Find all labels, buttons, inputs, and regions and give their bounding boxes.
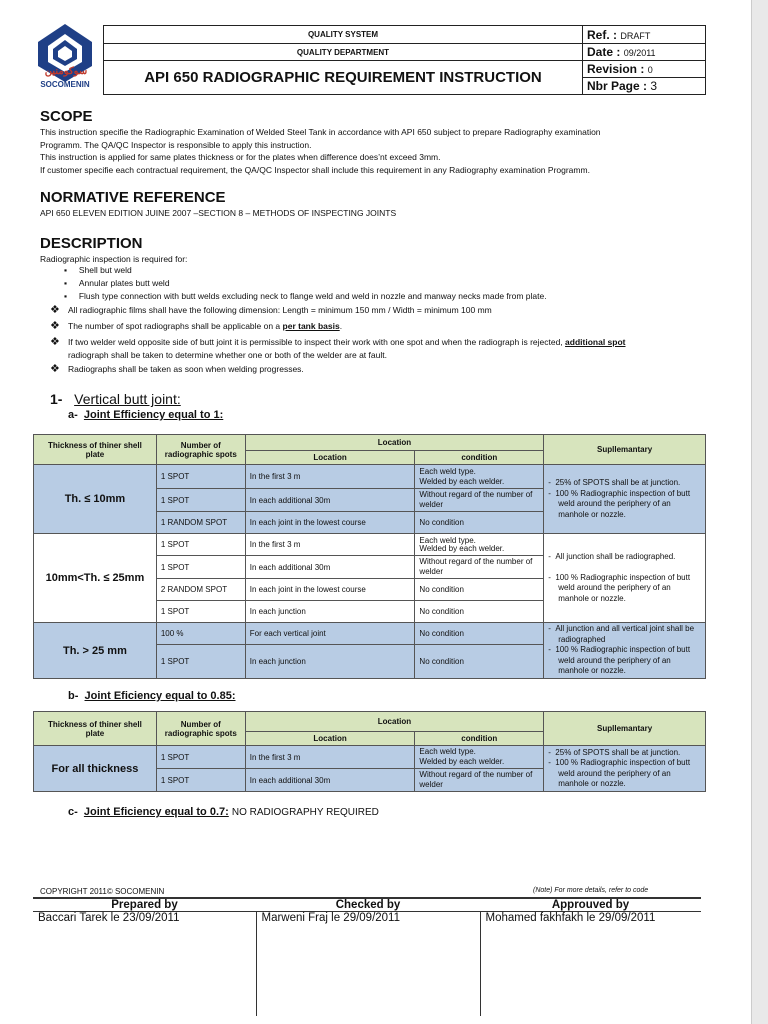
company-logo <box>30 22 100 94</box>
thickness-cell: 10mm<Th. ≤ 25mm <box>34 534 157 623</box>
nbr-page-value: 3 <box>650 79 658 93</box>
quality-department: QUALITY DEPARTMENT <box>104 44 583 61</box>
date-value: 09/2011 <box>623 48 656 58</box>
supplementary-cell: - All junction and all vertical joint shall be radiographed - 100 % Radiographic inspection of butt weld around the periphery of an manhole or nozzle. <box>544 623 706 679</box>
no-radiography-text: NO RADIOGRAPHY REQUIRED <box>231 807 379 818</box>
table-row: 1 RANDOM SPOT In each joint in the lowest course No condition <box>34 512 706 534</box>
square-bullet-icon: ▪ <box>64 265 68 275</box>
prepared-by-value: Baccari Tarek le 23/09/2011 <box>33 912 256 1016</box>
table-row: 1 SPOT In each junction No condition <box>34 601 706 623</box>
diamond-bullet-icon: ❖ <box>50 304 60 316</box>
table-row: 2 RANDOM SPOT In each joint in the lowest course No condition <box>34 579 706 601</box>
normative-text: API 650 ELEVEN EDITION JUINE 2007 –SECTION 8 – METHODS OF INSPECTING JOINTS <box>40 208 397 218</box>
date-cell <box>583 44 706 61</box>
description-intro: Radiographic inspection is required for: <box>40 254 188 264</box>
col-header-supp: Supllemantary <box>544 712 706 746</box>
nbr-page-label: Nbr Page : <box>587 79 648 93</box>
scope-title: SCOPE <box>40 108 93 125</box>
col-header-location-sub: Location <box>245 732 415 746</box>
joint-efficiency-1-table <box>33 434 706 679</box>
ref-cell <box>583 26 706 44</box>
supplementary-cell: - 25% of SPOTS shall be at junction. - 100 % Radiographic inspection of butt weld around the periphery of an manhole or nozzle. <box>544 465 706 534</box>
supplementary-cell: - 25% of SPOTS shall be at junction. - 100 % Radiographic inspection of butt weld around the periphery of an manhole or nozzle. <box>544 746 706 792</box>
scope-line: This instruction specifie the Radiographic Examination of Welded Steel Tank in accordance with API 650 subject to prepare Radiography examination <box>40 127 601 137</box>
list-item: ▪ Annular plates butt weld <box>64 278 170 288</box>
col-header-supp: Supllemantary <box>544 435 706 465</box>
col-header-thickness: Thickness of thiner shell plate <box>34 435 157 465</box>
table-row: 1 SPOT In each junction No condition <box>34 645 706 679</box>
description-item: ❖ If two welder weld opposite side of butt joint it is permissible to inspect their work with one spot and when the radiograph is rejected, additional spot radiograph shall be taken to determine whether one or both of the welder are at fault. <box>50 336 626 360</box>
diamond-bullet-icon: ❖ <box>50 320 60 332</box>
date-label: Date : <box>587 45 621 59</box>
table-row: For all thickness 1 SPOT In the first 3 m Each weld type. Welded by each welder. - 25% of SPOTS shall be at junction. - 100 % Radiographic inspection of butt weld around the periphery of an manhole or nozzle. <box>34 746 706 769</box>
description-item: ❖ All radiographic films shall have the following dimension: Length = minimum 150 mm / Width = minimum 100 mm <box>50 304 492 316</box>
thickness-cell: Th. > 25 mm <box>34 623 157 679</box>
description-bullets <box>64 264 547 303</box>
col-header-condition: condition <box>415 451 544 465</box>
square-bullet-icon: ▪ <box>64 278 68 288</box>
approved-by-label: Approuved by <box>480 898 701 912</box>
table-row: 10mm<Th. ≤ 25mm 1 SPOT In the first 3 m Each weld type. Welded by each welder. - All junction shall be radiographed. - 100 % Radiographic inspection of butt weld around the periphery of an manhole or nozzle. <box>34 534 706 556</box>
ref-value: DRAFT <box>620 30 651 41</box>
logo-arabic-text: سوكومنين <box>44 66 88 77</box>
quality-system: QUALITY SYSTEM <box>104 26 583 44</box>
revision-cell <box>583 61 706 78</box>
section-1-title: Vertical butt joint: <box>74 391 181 407</box>
ref-label: Ref. : <box>587 27 617 42</box>
header-table <box>103 25 706 95</box>
col-header-thickness: Thickness of thiner shell plate <box>34 712 157 746</box>
per-tank-basis-emphasis: per tank basis <box>282 321 340 331</box>
diamond-bullet-icon: ❖ <box>50 363 60 375</box>
checked-by-label: Checked by <box>256 898 480 912</box>
table-row: 1 SPOT In each additional 30m Without regard of the number of welder <box>34 556 706 579</box>
description-item: ❖ Radiographs shall be taken as soon when welding progresses. <box>50 363 304 375</box>
list-item: ▪ Shell but weld <box>64 265 132 275</box>
description-item: ❖ The number of spot radiographs shall be applicable on a per tank basis. <box>50 320 343 332</box>
col-header-spots: Number of radiographic spots <box>156 712 245 746</box>
table-row: Th. ≤ 10mm 1 SPOT In the first 3 m Each weld type. Welded by each welder. - 25% of SPOTS shall be at junction. - 100 % Radiographic inspection of butt weld around the periphery of an manhole or nozzle. <box>34 465 706 489</box>
description-title: DESCRIPTION <box>40 235 143 252</box>
col-header-location: Location <box>245 435 543 451</box>
scope-body <box>40 126 704 176</box>
thickness-cell: For all thickness <box>34 746 157 792</box>
footer-note: (Note) For more details, refer to code <box>533 887 649 894</box>
section-1-heading: 1- Vertical butt joint: <box>50 391 181 407</box>
supplementary-cell: - All junction shall be radiographed. - 100 % Radiographic inspection of butt weld around the periphery of an manhole or nozzle. <box>544 534 706 623</box>
list-item: ▪ Flush type connection with butt welds excluding neck to flange weld and weld in nozzle and manway necks made from plate. <box>64 291 547 301</box>
signature-table <box>33 897 701 1016</box>
additional-spot-emphasis: additional spot <box>565 337 626 347</box>
subsection-c-heading: c- Joint Eficiency equal to 0.7: NO RADIOGRAPHY REQUIRED <box>68 806 379 818</box>
diamond-bullet-icon: ❖ <box>50 336 60 348</box>
col-header-location-sub: Location <box>245 451 415 465</box>
scope-line: This instruction is applied for same plates thickness or for the plates when difference does’nt exceed 3mm. <box>40 152 441 162</box>
normative-title: NORMATIVE REFERENCE <box>40 189 226 206</box>
approved-by-value: Mohamed fakhfakh le 29/09/2011 <box>485 912 656 924</box>
table-row: Th. > 25 mm 100 % For each vertical joint No condition - All junction and all vertical joint shall be radiographed - 100 % Radiographic inspection of butt weld around the periphery of an manhole or nozzle. <box>34 623 706 645</box>
col-header-condition: condition <box>415 732 544 746</box>
scope-line: Programm. The QA/QC Inspector is responsible to apply this instruction. <box>40 139 312 150</box>
scope-line: If customer specifie each contractual requirement, the QA/QC Inspector shall include this requirement in any Radiography examination Programm. <box>40 164 590 175</box>
copyright: COPYRIGHT 2011© SOCOMENIN <box>40 887 165 896</box>
joint-efficiency-085-table <box>33 711 706 792</box>
subsection-b-heading: b- Joint Eficiency equal to 0.85: <box>68 690 236 702</box>
subsection-a-heading: a- Joint Efficiency equal to 1: <box>68 409 224 421</box>
square-bullet-icon: ▪ <box>64 291 68 301</box>
revision-label: Revision : <box>587 62 645 76</box>
table-row: 1 SPOT In each additional 30m Without regard of the number of welder <box>34 489 706 512</box>
thickness-cell: Th. ≤ 10mm <box>34 465 157 534</box>
revision-value: 0 <box>647 65 653 75</box>
nbr-page-cell <box>583 78 706 95</box>
col-header-spots: Number of radiographic spots <box>156 435 245 465</box>
checked-by-value: Marweni Fraj le 29/09/2011 <box>256 912 480 1016</box>
prepared-by-label: Prepared by <box>33 898 256 912</box>
logo-company-name: SOCOMENIN <box>40 80 90 89</box>
col-header-location: Location <box>245 712 543 732</box>
document-title: API 650 RADIOGRAPHIC REQUIREMENT INSTRUCTION <box>104 61 583 95</box>
table-row: 1 SPOT In each additional 30m Without regard of the number of welder <box>34 769 706 792</box>
